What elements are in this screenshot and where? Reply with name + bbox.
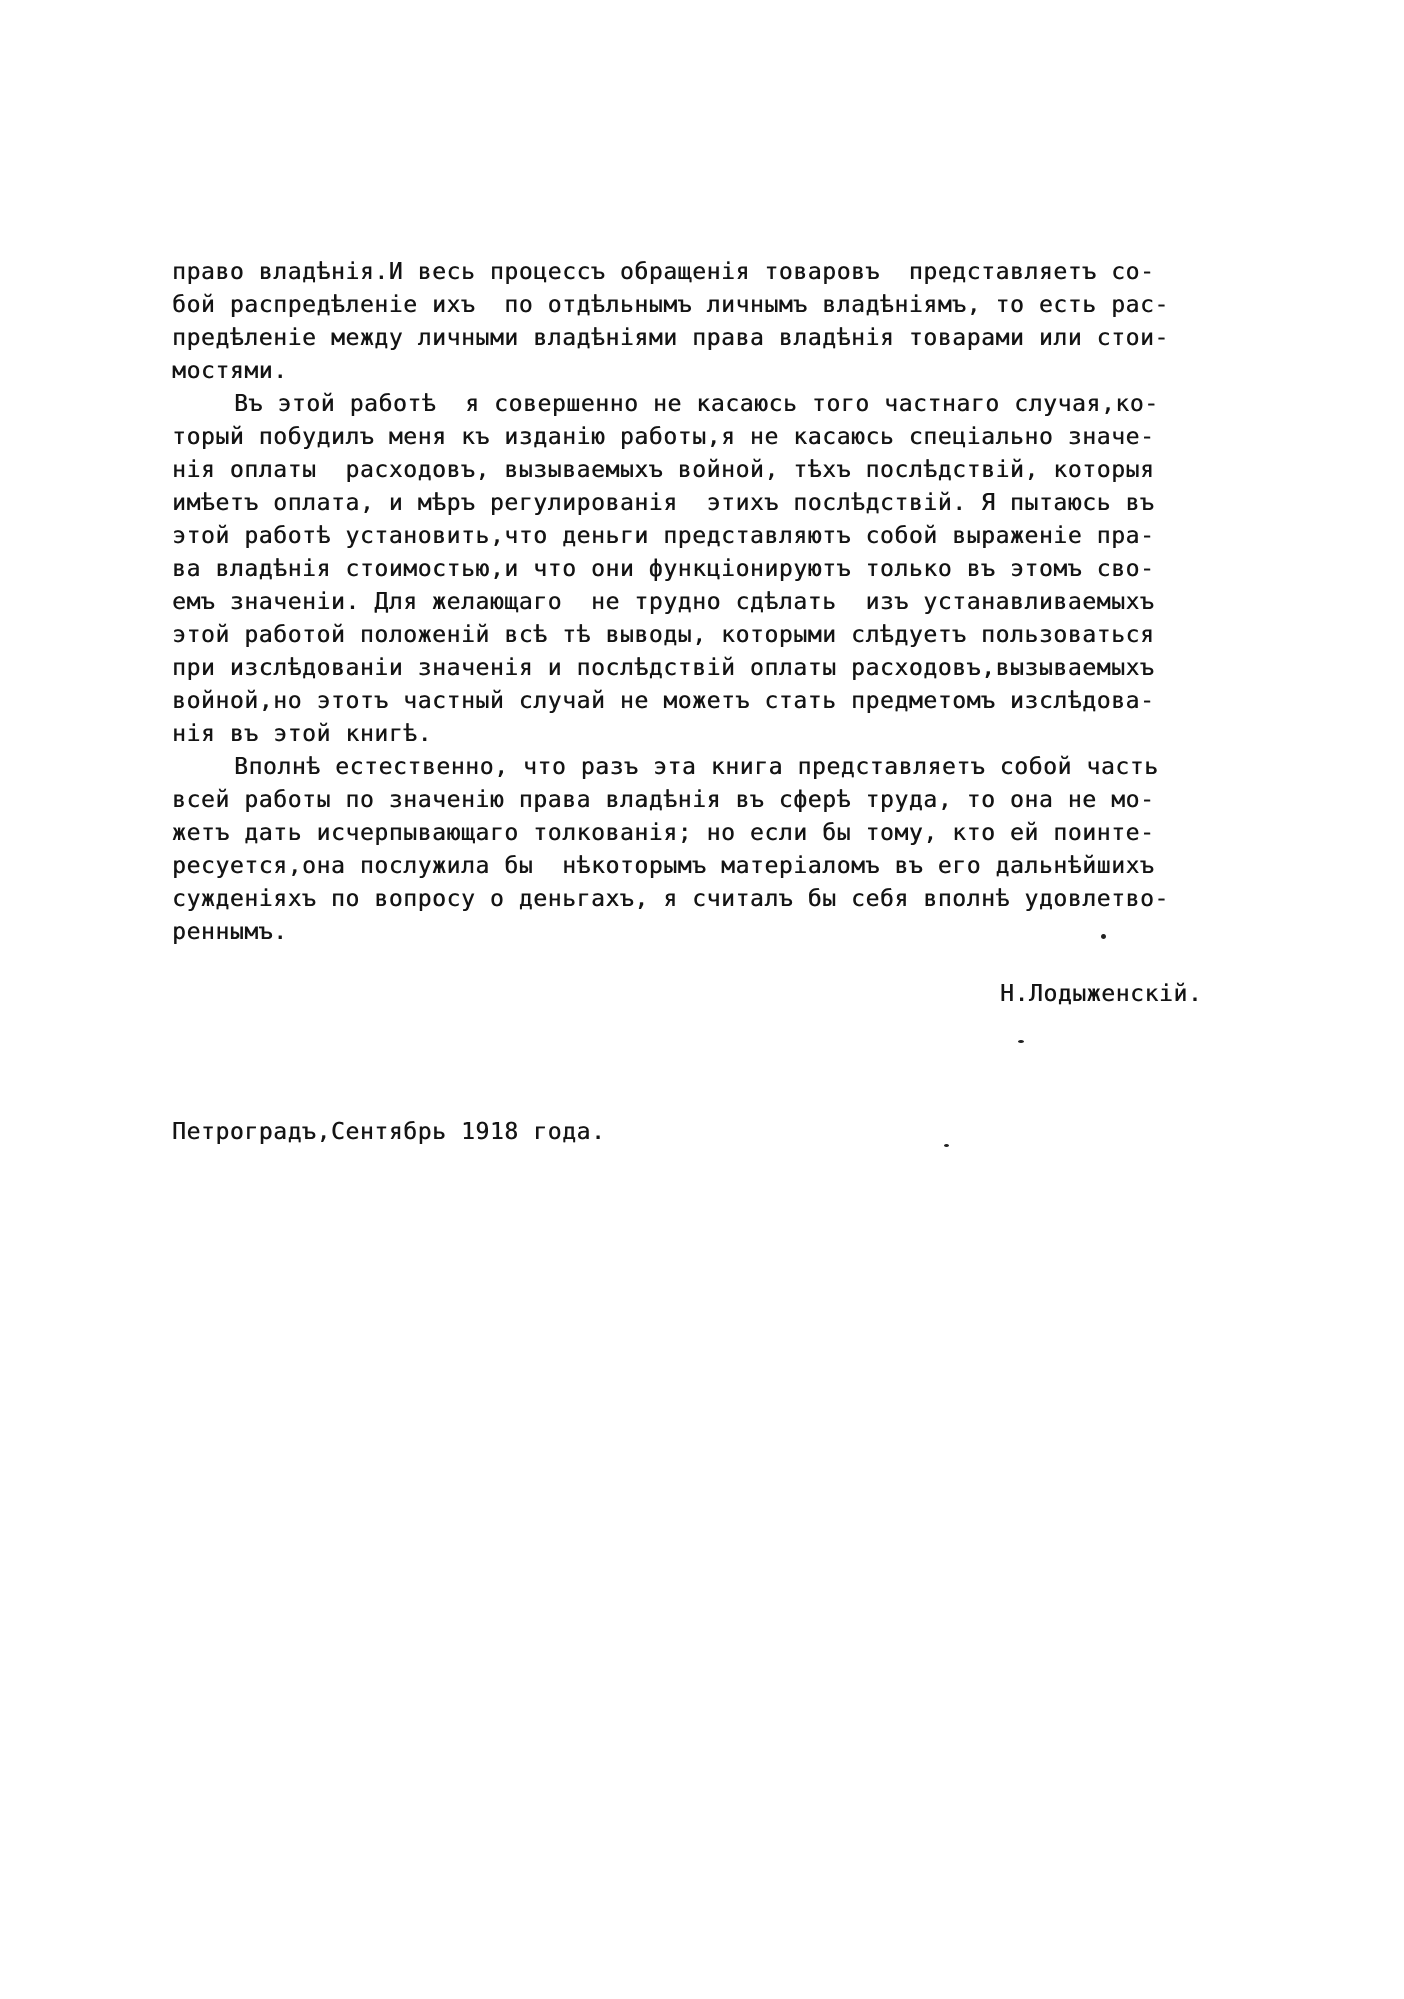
text-line: торый побудилъ меня къ изданію работы,я не касаюсь спеціально значе- — [172, 424, 1155, 450]
text-line: Въ этой работѣ я совершенно не касаюсь того частнаго случая,ко- — [234, 391, 1159, 417]
author-signature: Н.Лодыженскій. — [1000, 981, 1203, 1007]
text-line: имѣетъ оплата, и мѣръ регулированія этихъ послѣдствій. Я пытаюсь въ — [172, 490, 1155, 516]
scan-speck — [1018, 1040, 1024, 1043]
place-date-line: Петроградъ,Сентябрь 1918 года. — [172, 1119, 606, 1145]
text-line: всей работы по значенію права владѣнія въ сферѣ труда, то она не мо- — [172, 787, 1155, 813]
text-line: предѣленіе между личными владѣніями права владѣнія товарами или стои- — [172, 325, 1169, 351]
text-line: жетъ дать исчерпывающаго толкованія; но если бы тому, кто ей поинте- — [172, 820, 1155, 846]
text-line: нія оплаты расходовъ, вызываемыхъ войной, тѣхъ послѣдствій, которыя — [172, 457, 1155, 483]
text-line: емъ значеніи. Для желающаго не трудно сдѣлать изъ устанавливаемыхъ — [172, 589, 1155, 615]
text-line: мостями. — [172, 358, 288, 384]
text-line: Вполнѣ естественно, что разъ эта книга представляетъ собой часть — [234, 754, 1159, 780]
scan-speck — [1101, 934, 1106, 939]
text-line: этой работѣ установить,что деньги представляютъ собой выраженіе пра- — [172, 523, 1155, 549]
text-line: бой распредѣленіе ихъ по отдѣльнымъ личнымъ владѣніямъ, то есть рас- — [172, 292, 1169, 318]
text-line: сужденіяхъ по вопросу о деньгахъ, я считалъ бы себя вполнѣ удовлетво- — [172, 886, 1169, 912]
scan-speck — [944, 1144, 949, 1147]
text-line: при изслѣдованіи значенія и послѣдствій оплаты расходовъ,вызываемыхъ — [172, 655, 1155, 681]
text-line: реннымъ. — [172, 919, 288, 945]
text-line: этой работой положеній всѣ тѣ выводы, которыми слѣдуетъ пользоваться — [172, 622, 1155, 648]
text-line: ресуется,она послужила бы нѣкоторымъ матеріаломъ въ его дальнѣйшихъ — [172, 853, 1155, 879]
text-line: право владѣнія.И весь процессъ обращенія товаровъ представляетъ со- — [172, 259, 1155, 285]
text-line: войной,но этотъ частный случай не можетъ стать предметомъ изслѣдова- — [172, 688, 1155, 714]
text-line: нія въ этой книгѣ. — [172, 721, 433, 747]
text-line: ва владѣнія стоимостью,и что они функціонируютъ только въ этомъ сво- — [172, 556, 1155, 582]
